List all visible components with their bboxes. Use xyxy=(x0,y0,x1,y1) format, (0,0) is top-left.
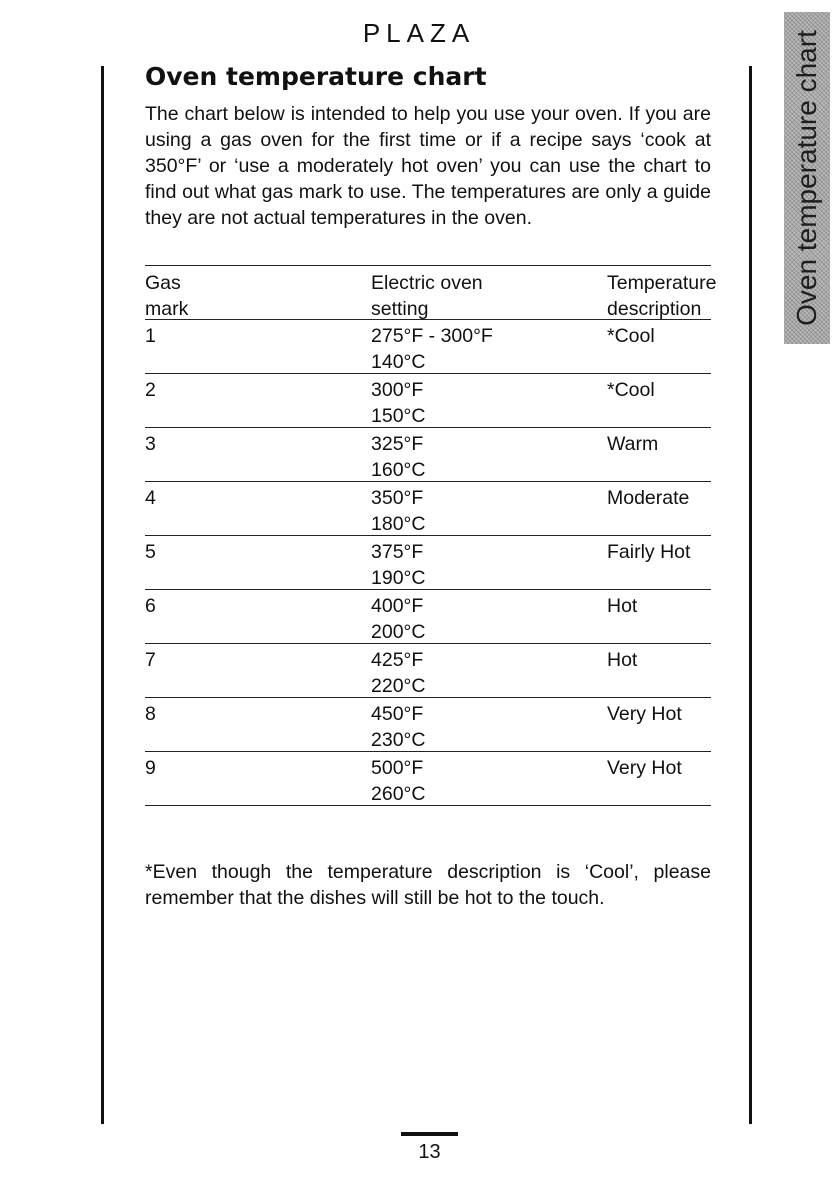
table-row xyxy=(145,536,711,590)
header-electric-setting-line1: Electric oven xyxy=(371,272,483,294)
header-gas-mark-line2: mark xyxy=(145,298,189,320)
table-row xyxy=(145,320,711,374)
temperature-description-cell: *Cool xyxy=(607,379,655,401)
gas-mark-cell: 4 xyxy=(145,487,156,509)
temperature-description-cell: Fairly Hot xyxy=(607,541,691,563)
intro-paragraph: The chart below is intended to help you use your oven. If you are using a gas oven for the first time or if a recipe says ‘cook at 350°F’ or ‘use a moderately hot oven’ you can use the chart to find out what gas mark to use. The temperatures are only a guide they are not actual temperatures in the oven. xyxy=(145,103,711,229)
fahrenheit-value: 325°F xyxy=(371,433,424,455)
celsius-value: 150°C xyxy=(371,405,426,427)
side-tab-label: Oven temperature chart xyxy=(791,30,822,326)
electric-setting-cell xyxy=(371,647,607,699)
header-temperature-description-line1: Temperature xyxy=(607,272,717,294)
fahrenheit-value: 400°F xyxy=(371,595,424,617)
electric-setting-cell xyxy=(371,431,607,483)
temperature-description-cell: Hot xyxy=(607,595,638,617)
temperature-description-cell: Very Hot xyxy=(607,703,682,725)
celsius-value: 260°C xyxy=(371,783,426,805)
fahrenheit-value: 450°F xyxy=(371,703,424,725)
electric-setting-cell xyxy=(371,323,607,375)
table-row xyxy=(145,428,711,482)
table-body xyxy=(145,320,711,806)
gas-mark-cell: 6 xyxy=(145,595,156,617)
gas-mark-cell: 3 xyxy=(145,433,156,455)
fahrenheit-value: 375°F xyxy=(371,541,424,563)
table-row xyxy=(145,698,711,752)
electric-setting-cell xyxy=(371,377,607,429)
temperature-description-cell: Hot xyxy=(607,649,638,671)
header-temperature-description-line2: description xyxy=(607,298,702,320)
fahrenheit-value: 275°F - 300°F xyxy=(371,325,493,347)
left-margin-rule xyxy=(101,66,104,1124)
header-gas-mark xyxy=(145,270,371,322)
temperature-description-cell: *Cool xyxy=(607,325,655,347)
temperature-description-cell: Very Hot xyxy=(607,757,682,779)
fahrenheit-value: 350°F xyxy=(371,487,424,509)
table-row xyxy=(145,590,711,644)
gas-mark-cell: 9 xyxy=(145,757,156,779)
footnote: *Even though the temperature description is ‘Cool’, please remember that the dishes will still be hot to the touch. xyxy=(145,861,711,909)
electric-setting-cell xyxy=(371,755,607,807)
table-row xyxy=(145,482,711,536)
electric-setting-cell xyxy=(371,701,607,753)
table-row xyxy=(145,374,711,428)
celsius-value: 140°C xyxy=(371,351,426,373)
header-electric-setting-line2: setting xyxy=(371,298,429,320)
temperature-description-cell: Moderate xyxy=(607,487,690,509)
gas-mark-cell: 8 xyxy=(145,703,156,725)
header-temperature-description xyxy=(607,270,717,322)
celsius-value: 230°C xyxy=(371,729,426,751)
table-row xyxy=(145,752,711,806)
celsius-value: 200°C xyxy=(371,621,426,643)
gas-mark-cell: 5 xyxy=(145,541,156,563)
temperature-description-cell: Warm xyxy=(607,433,659,455)
page-number: 13 xyxy=(418,1141,441,1163)
electric-setting-cell xyxy=(371,593,607,645)
header-gas-mark-line1: Gas xyxy=(145,272,181,294)
gas-mark-cell: 2 xyxy=(145,379,156,401)
header-electric-setting xyxy=(371,270,607,322)
gas-mark-cell: 1 xyxy=(145,325,156,347)
page-title: Oven temperature chart xyxy=(145,62,487,91)
celsius-value: 220°C xyxy=(371,675,426,697)
electric-setting-cell xyxy=(371,539,607,591)
table-header-row xyxy=(145,266,717,320)
celsius-value: 190°C xyxy=(371,567,426,589)
celsius-value: 160°C xyxy=(371,459,426,481)
temperature-table xyxy=(145,265,717,806)
fahrenheit-value: 300°F xyxy=(371,379,424,401)
electric-setting-cell xyxy=(371,485,607,537)
fahrenheit-value: 500°F xyxy=(371,757,424,779)
celsius-value: 180°C xyxy=(371,513,426,535)
right-margin-rule xyxy=(749,66,752,1124)
gas-mark-cell: 7 xyxy=(145,649,156,671)
section-side-tab xyxy=(784,12,830,344)
fahrenheit-value: 425°F xyxy=(371,649,424,671)
brand-header: PLAZA xyxy=(362,18,476,48)
page-number-rule xyxy=(401,1132,458,1136)
table-row xyxy=(145,644,711,698)
